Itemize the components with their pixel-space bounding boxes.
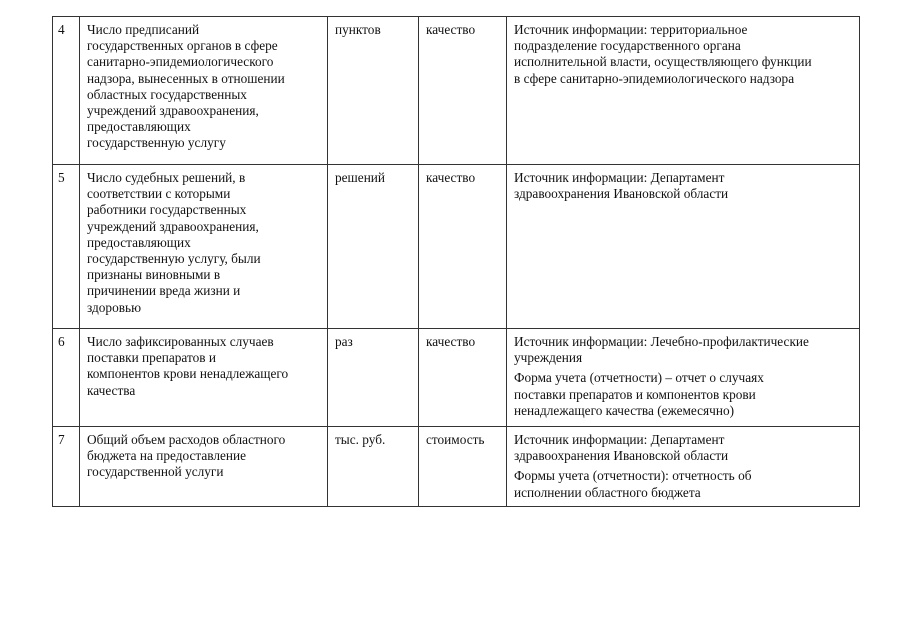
row-number: 4 bbox=[53, 17, 80, 165]
unit: решений bbox=[328, 165, 419, 329]
report-form-paragraph: Формы учета (отчетности): отчетность об исполнении областного бюджета bbox=[514, 468, 752, 500]
indicator-name: Число предписаний государственных органов в сфере санитарно-эпидемиологического надзора, вынесенных в отношении областных государственных учреждений здравоохранения, предоставляющих государственную услугу bbox=[80, 17, 328, 165]
table-row bbox=[53, 17, 860, 165]
source-paragraph: Источник информации: территориальное подразделение государственного органа исполнительной власти, осуществляющего функции в сфере санитарно-эпидемиологического надзора bbox=[514, 22, 812, 86]
source-paragraph: Источник информации: Департамент здравоохранения Ивановской области bbox=[514, 170, 729, 202]
indicators-table bbox=[52, 16, 860, 507]
source-paragraph: Источник информации: Лечебно-профилактические учреждения bbox=[514, 334, 809, 366]
unit: пунктов bbox=[328, 17, 419, 165]
row-number: 6 bbox=[53, 329, 80, 427]
source-paragraph: Источник информации: Департамент здравоохранения Ивановской области bbox=[514, 432, 729, 464]
indicator-name: Общий объем расходов областного бюджета на предоставление государственной услуги bbox=[80, 427, 328, 507]
indicator-type: стоимость bbox=[419, 427, 507, 507]
table-row bbox=[53, 165, 860, 329]
row-number: 7 bbox=[53, 427, 80, 507]
info-source bbox=[507, 165, 860, 329]
info-source bbox=[507, 427, 860, 507]
row-number: 5 bbox=[53, 165, 80, 329]
table-row bbox=[53, 329, 860, 427]
table-row bbox=[53, 427, 860, 507]
indicator-type: качество bbox=[419, 329, 507, 427]
indicator-type: качество bbox=[419, 165, 507, 329]
report-form-paragraph: Форма учета (отчетности) – отчет о случаях поставки препаратов и компонентов крови ненадлежащего качества (ежемесячно) bbox=[514, 370, 764, 418]
info-source bbox=[507, 17, 860, 165]
indicator-type: качество bbox=[419, 17, 507, 165]
unit: тыс. руб. bbox=[328, 427, 419, 507]
info-source bbox=[507, 329, 860, 427]
unit: раз bbox=[328, 329, 419, 427]
indicator-name: Число судебных решений, в соответствии с которыми работники государственных учреждений здравоохранения, предоставляющих государственную услугу, были признаны виновными в причинении вреда жизни и здоровью bbox=[80, 165, 328, 329]
indicator-name: Число зафиксированных случаев поставки препаратов и компонентов крови ненадлежащего качества bbox=[80, 329, 328, 427]
